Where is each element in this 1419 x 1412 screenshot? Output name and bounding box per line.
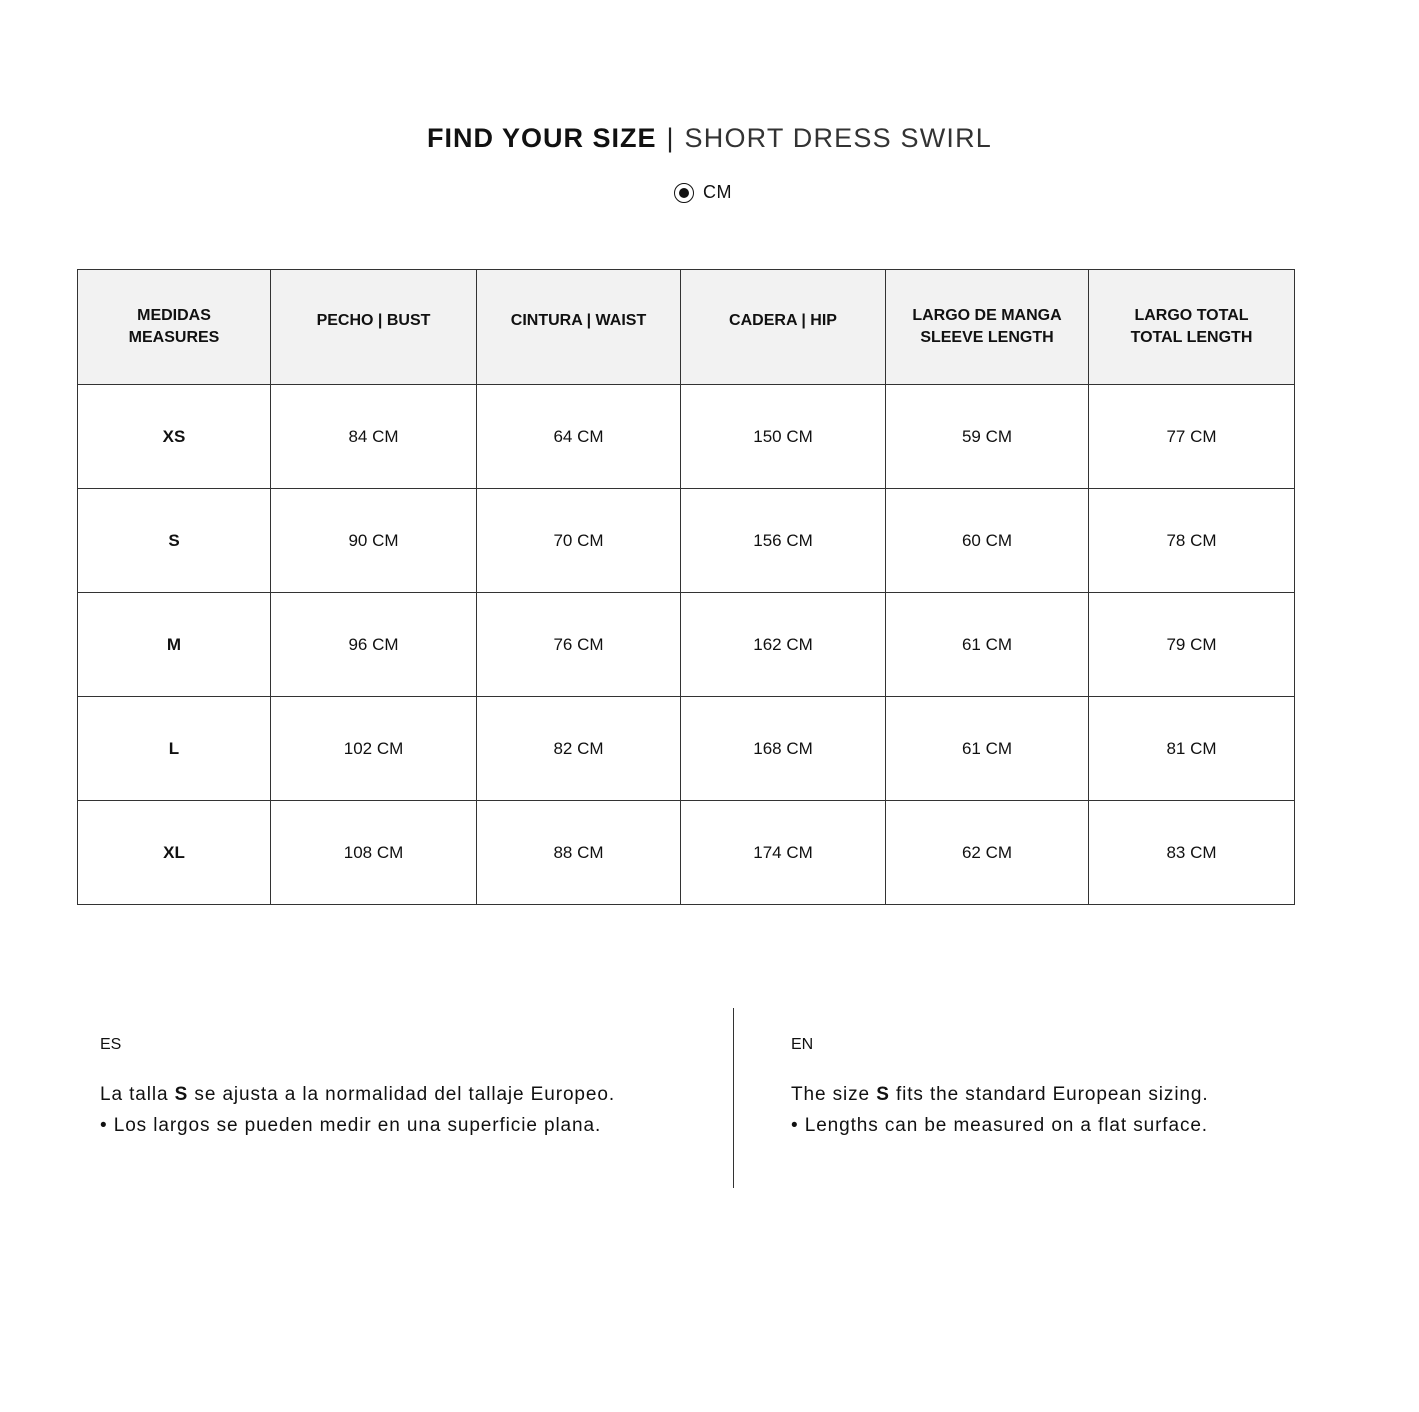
bust-cell: 84 CM xyxy=(271,385,477,489)
total-length-cell: 78 CM xyxy=(1089,489,1295,593)
sleeve-cell: 60 CM xyxy=(886,489,1089,593)
product-name: SHORT DRESS SWIRL xyxy=(684,123,992,153)
table-row xyxy=(78,593,1295,697)
unit-label: CM xyxy=(703,182,732,202)
notes-divider xyxy=(733,1008,734,1188)
page-title xyxy=(0,123,1419,154)
size-cell: L xyxy=(78,697,271,801)
total-length-cell: 83 CM xyxy=(1089,801,1295,905)
header-total-length: LARGO TOTAL TOTAL LENGTH xyxy=(1089,270,1295,385)
hip-cell: 174 CM xyxy=(681,801,886,905)
size-cell: M xyxy=(78,593,271,697)
header-bust: PECHO | BUST xyxy=(271,270,477,385)
bust-cell: 96 CM xyxy=(271,593,477,697)
bust-cell: 90 CM xyxy=(271,489,477,593)
note-es-line1: La talla S se ajusta a la normalidad del tallaje Europeo. xyxy=(100,1084,615,1105)
bust-cell: 108 CM xyxy=(271,801,477,905)
notes-en xyxy=(791,1036,1209,1141)
table-row xyxy=(78,801,1295,905)
total-length-cell: 77 CM xyxy=(1089,385,1295,489)
size-cell: XL xyxy=(78,801,271,905)
bust-cell: 102 CM xyxy=(271,697,477,801)
waist-cell: 88 CM xyxy=(477,801,681,905)
note-en-line2: • Lengths can be measured on a flat surface. xyxy=(791,1115,1208,1136)
waist-cell: 70 CM xyxy=(477,489,681,593)
waist-cell: 64 CM xyxy=(477,385,681,489)
note-es-line2: • Los largos se pueden medir en una superficie plana. xyxy=(100,1115,602,1136)
hip-cell: 156 CM xyxy=(681,489,886,593)
hip-cell: 162 CM xyxy=(681,593,886,697)
unit-radio-cm[interactable] xyxy=(674,182,732,203)
sleeve-cell: 59 CM xyxy=(886,385,1089,489)
header-hip: CADERA | HIP xyxy=(681,270,886,385)
hip-cell: 150 CM xyxy=(681,385,886,489)
lang-label-es: ES xyxy=(100,1036,122,1053)
size-table xyxy=(77,269,1295,905)
header-sleeve-length: LARGO DE MANGA SLEEVE LENGTH xyxy=(886,270,1089,385)
table-row xyxy=(78,385,1295,489)
total-length-cell: 81 CM xyxy=(1089,697,1295,801)
notes-es xyxy=(100,1036,615,1141)
waist-cell: 76 CM xyxy=(477,593,681,697)
table-row xyxy=(78,489,1295,593)
title-separator: | xyxy=(666,123,675,153)
waist-cell: 82 CM xyxy=(477,697,681,801)
note-en-line1: The size S fits the standard European sizing. xyxy=(791,1084,1209,1105)
size-notes xyxy=(0,1008,1419,1188)
lang-label-en: EN xyxy=(791,1036,814,1053)
table-row xyxy=(78,697,1295,801)
sleeve-cell: 62 CM xyxy=(886,801,1089,905)
size-cell: S xyxy=(78,489,271,593)
header-measures: MEDIDAS MEASURES xyxy=(78,270,271,385)
sleeve-cell: 61 CM xyxy=(886,593,1089,697)
size-cell: XS xyxy=(78,385,271,489)
hip-cell: 168 CM xyxy=(681,697,886,801)
header-waist: CINTURA | WAIST xyxy=(477,270,681,385)
total-length-cell: 79 CM xyxy=(1089,593,1295,697)
radio-selected-icon[interactable] xyxy=(674,183,694,203)
table-header-row xyxy=(78,270,1295,385)
title-find-your-size: FIND YOUR SIZE xyxy=(426,123,657,153)
sleeve-cell: 61 CM xyxy=(886,697,1089,801)
